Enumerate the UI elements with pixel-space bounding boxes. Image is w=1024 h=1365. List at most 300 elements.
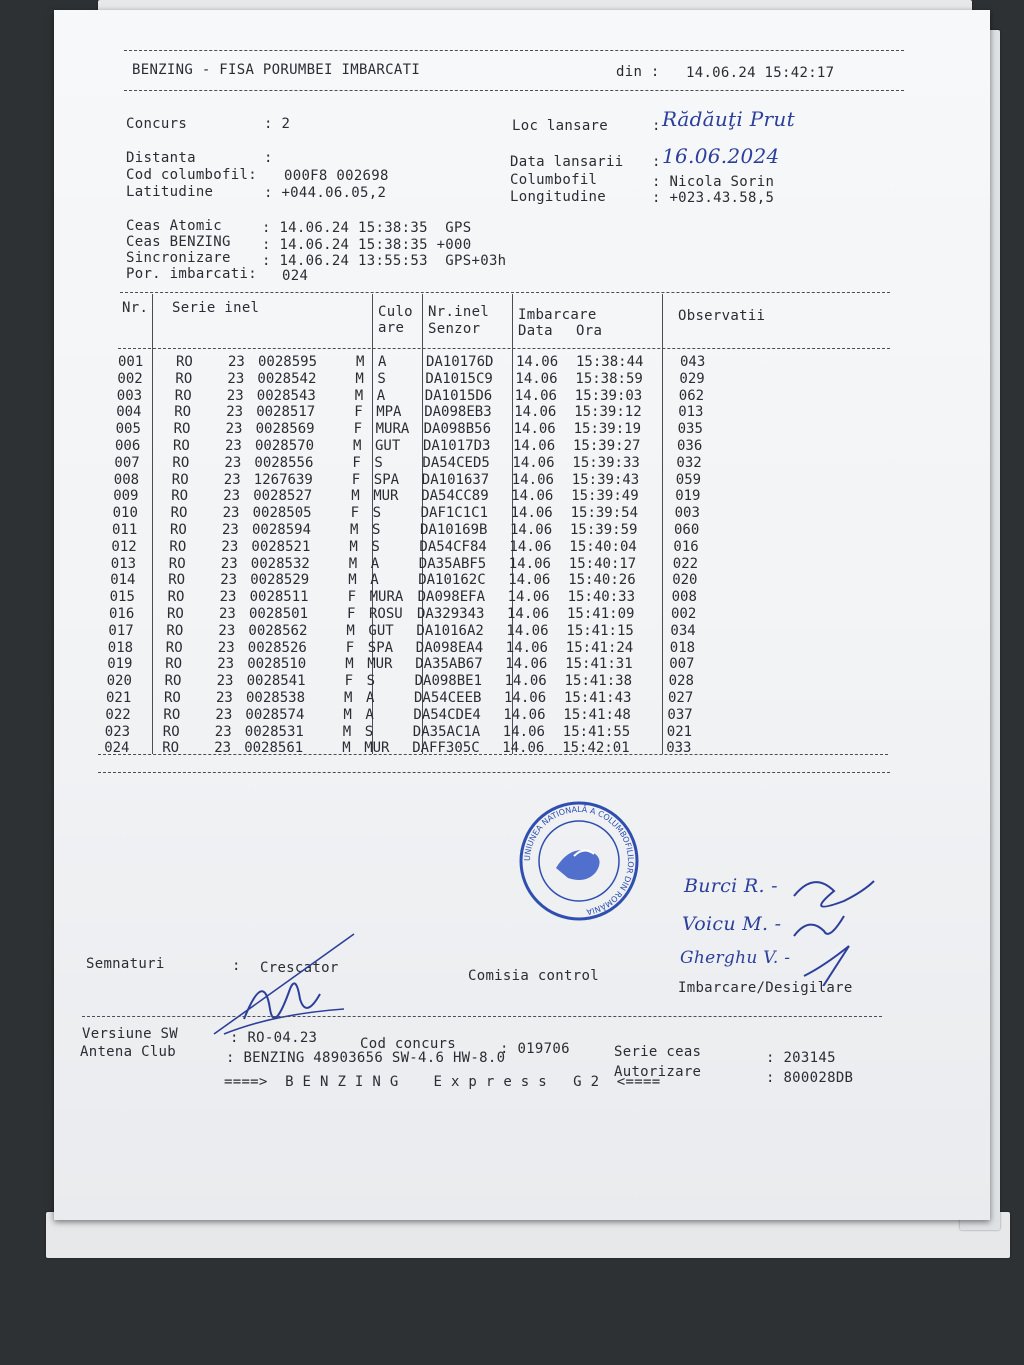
cell-inel: 0028511 [249, 589, 309, 606]
cod-concurs-value: : 019706 [500, 1041, 570, 1057]
cell-sex: M [355, 370, 364, 387]
cell-ora: 15:41:38 [564, 673, 633, 690]
hand-name-1: Burci R. - [684, 875, 778, 897]
cell-inel: 0028505 [252, 505, 312, 522]
cell-senzor: DA101637 [421, 471, 490, 488]
cell-tara: RO [171, 471, 189, 488]
benzing-brand-line: ====> B E N Z I N G E x p r e s s G 2 <==== [224, 1074, 661, 1090]
table-header-bottom-rule [118, 348, 890, 349]
cell-nr: 017 [108, 622, 134, 639]
cell-obs: 020 [672, 572, 698, 589]
cell-senzor: DA54CC89 [421, 488, 489, 505]
sincronizare-value: : 14.06.24 13:55:53 GPS+03h [262, 253, 507, 269]
cell-data: 14.06 [506, 622, 549, 639]
cell-inel: 0028527 [253, 488, 313, 505]
cell-cul: MURA [375, 421, 410, 438]
cell-sex: M [348, 555, 358, 572]
cell-inel: 0028529 [250, 572, 310, 589]
cell-obs: 022 [672, 555, 699, 572]
distanta-value: : [264, 150, 273, 166]
cell-an: 23 [217, 639, 235, 656]
cell-sex: F [345, 639, 355, 656]
hand-name-2: Voicu M. - [682, 913, 782, 935]
cell-tara: RO [166, 622, 184, 639]
cell-cul: S [372, 505, 382, 522]
cell-tara: RO [165, 639, 183, 656]
cell-nr: 014 [110, 572, 136, 589]
cell-senzor: DA098EFA [417, 589, 486, 606]
ceas-atomic-label: Ceas Atomic [126, 218, 223, 234]
col-ora-header: Ora [576, 323, 603, 339]
distanta-label: Distanta [126, 150, 196, 166]
cell-tara: RO [168, 572, 186, 589]
cell-inel: 0028532 [250, 555, 310, 572]
serie-ceas-value: : 203145 [766, 1050, 836, 1066]
cell-obs: 034 [670, 622, 696, 639]
cell-data: 14.06 [502, 740, 545, 757]
cell-cul: S [364, 723, 374, 740]
cell-senzor: DAF1C1C1 [420, 505, 489, 522]
cell-ora: 15:39:03 [574, 387, 643, 404]
cell-data: 14.06 [505, 656, 548, 673]
cell-sex: F [351, 471, 361, 488]
cell-obs: 060 [674, 522, 700, 538]
col-nr-header: Nr. [122, 300, 149, 316]
autorizare-label: Autorizare [614, 1064, 702, 1080]
cell-an: 23 [216, 690, 233, 706]
cell-sex: M [346, 622, 355, 639]
autorizare-value: : 800028DB [766, 1070, 854, 1086]
cell-inel: 0028574 [245, 706, 305, 723]
cell-cul: S [374, 454, 383, 471]
cell-nr: 001 [118, 354, 144, 370]
cell-senzor: DA1015D6 [424, 387, 493, 404]
cell-nr: 019 [107, 656, 133, 673]
cell-tara: RO [174, 387, 192, 404]
cell-obs: 037 [667, 706, 693, 723]
cell-senzor: DA35AC1A [412, 723, 481, 740]
cell-senzor: DA54CED5 [422, 454, 490, 471]
columbofil-label: Columbofil [510, 172, 598, 188]
cell-sex: M [344, 690, 353, 706]
cell-data: 14.06 [511, 488, 554, 505]
cell-inel: 0028521 [251, 538, 311, 555]
cell-nr: 020 [106, 673, 132, 690]
header-top-rule [124, 50, 904, 51]
cell-an: 23 [220, 572, 238, 589]
cell-obs: 008 [671, 589, 697, 606]
cell-an: 23 [226, 404, 244, 421]
concurs-label: Concurs [126, 116, 188, 132]
cell-ora: 15:39:43 [571, 471, 640, 488]
cell-tara: RO [172, 454, 190, 471]
cell-obs: 019 [675, 488, 701, 505]
cell-nr: 024 [104, 740, 130, 757]
cell-an: 23 [217, 656, 235, 673]
cell-cul: A [376, 387, 386, 404]
cell-nr: 009 [113, 488, 139, 505]
cell-data: 14.06 [511, 471, 554, 488]
versiune-sw-value: : RO-04.23 [230, 1030, 318, 1046]
cell-ora: 15:40:33 [567, 589, 636, 606]
cell-ora: 15:41:48 [563, 706, 631, 723]
cell-tara: RO [173, 421, 191, 438]
cell-an: 23 [222, 505, 240, 522]
cell-tara: RO [171, 488, 189, 505]
cell-senzor: DA098BE1 [414, 673, 483, 690]
cell-an: 23 [219, 606, 236, 622]
cell-an: 23 [224, 454, 242, 471]
cell-inel: 0028510 [247, 656, 307, 673]
cell-sex: F [354, 404, 363, 421]
cell-ora: 15:41:15 [566, 622, 634, 639]
cell-sex: F [344, 673, 354, 690]
cell-ora: 15:39:19 [573, 421, 642, 438]
cell-inel: 0028541 [246, 673, 306, 690]
cell-obs: 033 [666, 740, 692, 757]
cell-obs: 018 [669, 639, 696, 656]
cell-nr: 006 [115, 438, 141, 454]
ceas-benzing-value: : 14.06.24 15:38:35 +000 [262, 237, 472, 253]
col-observatii-header: Observatii [678, 308, 766, 324]
cell-nr: 007 [114, 454, 140, 471]
cell-nr: 018 [107, 639, 134, 656]
cell-obs: 007 [669, 656, 695, 673]
cell-senzor: DA54CEEB [414, 690, 482, 706]
cell-tara: RO [165, 656, 183, 673]
cell-sex: M [356, 354, 365, 370]
cell-data: 14.06 [515, 370, 558, 387]
col-divider-observatii [662, 294, 663, 754]
cell-ora: 15:41:43 [564, 690, 632, 706]
cell-sex: M [351, 488, 360, 505]
cell-ora: 15:38:59 [575, 370, 643, 387]
cell-ora: 15:40:04 [569, 538, 637, 555]
cell-obs: 059 [675, 471, 702, 488]
cell-data: 14.06 [508, 572, 551, 589]
cell-inel: 0028594 [252, 522, 312, 538]
cell-senzor: DA098EA4 [415, 639, 484, 656]
longitudine-label: Longitudine [510, 189, 607, 205]
cell-cul: S [371, 538, 380, 555]
cell-an: 23 [226, 387, 244, 404]
cell-inel: 0028517 [256, 404, 316, 421]
hand-name-3: Gherghu V. - [680, 948, 791, 968]
col-culoare-header-1: Culo [378, 304, 413, 320]
cell-obs: 062 [678, 387, 705, 404]
cell-sex: F [347, 589, 357, 606]
cell-inel: 1267639 [253, 471, 313, 488]
serie-ceas-label: Serie ceas [614, 1044, 702, 1060]
cell-inel: 0028556 [254, 454, 314, 471]
cell-cul: S [366, 673, 376, 690]
sincronizare-label: Sincronizare [126, 250, 231, 266]
cell-ora: 15:39:59 [570, 522, 638, 538]
cell-an: 23 [220, 555, 238, 572]
data-lansarii-label: Data lansarii [510, 154, 624, 170]
cell-nr: 003 [116, 387, 143, 404]
antena-club-value: : BENZING 48903656 SW-4.6 HW-8.0 [226, 1050, 506, 1066]
cell-data: 14.06 [502, 723, 545, 740]
document-page [54, 10, 990, 1220]
cod-columbofil-label: Cod columbofil: [126, 167, 257, 183]
cell-inel: 0028538 [246, 690, 306, 706]
cell-cul: SPA [373, 471, 400, 488]
loc-lansare-value: Rădăuţi Prut [662, 107, 795, 131]
cell-senzor: DA098EB3 [424, 404, 492, 421]
cell-ora: 15:42:01 [562, 740, 630, 757]
cell-cul: S [372, 522, 381, 538]
cell-nr: 005 [115, 421, 141, 438]
cell-inel: 0028501 [249, 606, 309, 622]
cell-nr: 013 [110, 555, 137, 572]
cell-obs: 016 [673, 538, 699, 555]
cell-tara: RO [162, 740, 180, 757]
col-imbarcare-header: Imbarcare [518, 307, 597, 323]
col-nrinel-header-1: Nr.inel [428, 304, 490, 320]
concurs-value: : 2 [264, 116, 291, 132]
cell-ora: 15:39:27 [573, 438, 641, 454]
cell-tara: RO [169, 538, 187, 555]
cell-data: 14.06 [504, 673, 547, 690]
cell-inel: 0028542 [257, 370, 317, 387]
cell-nr: 002 [117, 370, 143, 387]
cell-an: 23 [223, 488, 241, 505]
cell-obs: 027 [668, 690, 694, 706]
cell-data: 14.06 [514, 404, 557, 421]
cell-an: 23 [214, 723, 232, 740]
cell-tara: RO [176, 354, 193, 370]
cell-tara: RO [164, 673, 182, 690]
cell-nr: 004 [116, 404, 142, 421]
cell-sex: M [349, 538, 358, 555]
header-bottom-rule [124, 90, 904, 91]
cell-data: 14.06 [516, 354, 559, 370]
cell-an: 23 [214, 740, 232, 757]
header-din-value: 14.06.24 15:42:17 [686, 65, 835, 81]
cell-tara: RO [170, 505, 188, 522]
cell-nr: 008 [113, 471, 140, 488]
comisia-control-label: Comisia control [468, 968, 599, 984]
col-data-header: Data [518, 323, 553, 339]
cell-cul: SPA [367, 639, 394, 656]
cell-an: 23 [222, 522, 239, 538]
cell-obs: 035 [677, 421, 703, 438]
cell-data: 14.06 [508, 555, 551, 572]
cell-cul: A [370, 572, 379, 589]
cell-cul: MUR [364, 740, 390, 757]
cell-obs: 029 [679, 370, 705, 387]
cell-cul: MUR [367, 656, 393, 673]
header-title: BENZING - FISA PORUMBEI IMBARCATI [132, 62, 421, 78]
cell-cul: GUT [375, 438, 401, 454]
cell-sex: M [343, 706, 352, 723]
cell-inel: 0028562 [248, 622, 308, 639]
cell-senzor: DA1017D3 [423, 438, 491, 454]
cell-senzor: DA54CF84 [419, 538, 487, 555]
cell-sex: F [350, 505, 360, 522]
table-bottom-rule [98, 754, 888, 755]
por-imbarcati-value: 024 [282, 268, 309, 284]
cell-inel: 0028569 [255, 421, 315, 438]
cell-senzor: DA35ABF5 [418, 555, 487, 572]
cell-nr: 021 [106, 690, 132, 706]
cell-data: 14.06 [513, 421, 556, 438]
cell-cul: A [378, 354, 387, 370]
cell-tara: RO [175, 370, 193, 387]
cell-inel: 0028595 [258, 354, 318, 370]
cell-data: 14.06 [510, 505, 553, 522]
loc-lansare-colon: : [652, 118, 661, 134]
cell-data: 14.06 [505, 639, 548, 656]
cod-concurs-label: Cod concurs [360, 1036, 457, 1052]
cell-cul: S [377, 370, 386, 387]
cell-nr: 015 [109, 589, 135, 606]
cell-obs: 043 [680, 354, 706, 370]
cell-tara: RO [167, 589, 185, 606]
cell-senzor: DA10169B [420, 522, 488, 538]
cell-sex: M [350, 522, 359, 538]
cell-obs: 036 [677, 438, 703, 454]
longitudine-value: : +023.43.58,5 [652, 190, 775, 206]
cell-data: 14.06 [512, 454, 555, 471]
cell-tara: RO [163, 706, 181, 723]
cell-sex: F [353, 421, 363, 438]
cell-an: 23 [215, 706, 233, 723]
cell-ora: 15:40:17 [568, 555, 637, 572]
imbarcare-desigilare-label: Imbarcare/Desigilare [678, 980, 853, 996]
cell-cul: MPA [376, 404, 402, 421]
cell-obs: 032 [676, 454, 702, 471]
cell-nr: 011 [112, 522, 138, 538]
cell-an: 23 [223, 471, 241, 488]
cell-sex: M [353, 438, 362, 454]
cell-cul: ROSU [369, 606, 403, 622]
latitudine-label: Latitudine [126, 184, 214, 200]
cell-data: 14.06 [513, 438, 556, 454]
antena-club-label: Antena Club [80, 1044, 177, 1060]
cell-data: 14.06 [514, 387, 557, 404]
cell-sex: M [348, 572, 357, 589]
cell-obs: 003 [674, 505, 700, 522]
cell-inel: 0028543 [256, 387, 316, 404]
cell-nr: 010 [112, 505, 138, 522]
cell-inel: 0028570 [255, 438, 315, 454]
cell-nr: 022 [105, 706, 131, 723]
ceas-benzing-label: Ceas BENZING [126, 234, 231, 250]
cell-obs: 002 [671, 606, 697, 622]
cell-cul: A [365, 706, 374, 723]
breeder-signature [204, 924, 394, 1044]
latitudine-value: : +044.06.05,2 [264, 185, 387, 201]
cell-senzor: DA098B56 [423, 421, 492, 438]
cell-ora: 15:41:24 [565, 639, 634, 656]
cell-data: 14.06 [510, 522, 553, 538]
cell-cul: A [366, 690, 375, 706]
cell-an: 23 [228, 354, 245, 370]
club-stamp-seal [516, 798, 642, 924]
cell-obs: 028 [668, 673, 694, 690]
cell-tara: RO [170, 522, 187, 538]
cell-ora: 15:39:33 [572, 454, 640, 471]
cell-ora: 15:41:09 [567, 606, 635, 622]
cell-tara: RO [173, 438, 190, 454]
table-top-rule [120, 292, 890, 293]
cell-tara: RO [167, 606, 184, 622]
col-serie-header: Serie inel [172, 300, 260, 316]
cell-inel: 0028531 [244, 723, 304, 740]
cell-tara: RO [162, 723, 180, 740]
cell-an: 23 [225, 438, 242, 454]
cell-ora: 15:39:54 [570, 505, 639, 522]
cell-an: 23 [227, 370, 245, 387]
cell-sex: M [354, 387, 364, 404]
cell-data: 14.06 [507, 606, 550, 622]
commission-signatures [774, 866, 884, 986]
cell-nr: 016 [109, 606, 135, 622]
table-bottom-rule-2 [98, 772, 890, 773]
cell-data: 14.06 [503, 706, 546, 723]
cell-sex: M [342, 740, 351, 757]
cell-senzor: DA54CDE4 [413, 706, 481, 723]
data-lansarii-colon: : [652, 154, 661, 170]
loc-lansare-label: Loc lansare [512, 118, 609, 134]
footer-top-rule [82, 1016, 882, 1017]
cell-an: 23 [216, 673, 234, 690]
col-nrinel-header-2: Senzor [428, 321, 481, 337]
cell-ora: 15:40:26 [568, 572, 636, 589]
cell-inel: 0028561 [244, 740, 304, 757]
col-culoare-header-2: are [378, 320, 405, 336]
cell-data: 14.06 [509, 538, 552, 555]
cell-inel: 0028526 [247, 639, 307, 656]
cell-obs: 021 [666, 723, 693, 740]
cell-data: 14.06 [504, 690, 547, 706]
semnaturi-colon: : [232, 958, 241, 974]
cell-senzor: DA10162C [418, 572, 486, 589]
cell-tara: RO [168, 555, 186, 572]
cell-sex: M [345, 656, 354, 673]
cell-an: 23 [218, 622, 236, 639]
ceas-atomic-value: : 14.06.24 15:38:35 GPS [262, 220, 472, 236]
cod-columbofil-value: 000F8 002698 [284, 168, 389, 184]
cell-tara: RO [174, 404, 192, 421]
cell-data: 14.06 [507, 589, 550, 606]
data-lansarii-value: 16.06.2024 [662, 144, 780, 168]
cell-cul: A [370, 555, 380, 572]
cell-senzor: DA10176D [426, 354, 494, 370]
columbofil-value: : Nicola Sorin [652, 174, 775, 190]
crescator-label: Crescator [260, 960, 339, 976]
cell-tara: RO [164, 690, 181, 706]
cell-nr: 023 [104, 723, 131, 740]
cell-sex: F [347, 606, 356, 622]
header-din-label: din : [616, 64, 660, 80]
por-imbarcati-label: Por. imbarcati: [126, 266, 257, 282]
cell-ora: 15:38:44 [576, 354, 644, 370]
cell-senzor: DAFF305C [412, 740, 480, 757]
cell-nr: 012 [111, 538, 137, 555]
col-divider-nr [152, 294, 153, 754]
stamp-text: UNIUNEA NATIONALĂ A COLUMBOFILILOR DIN ROMÂNIA [522, 804, 636, 917]
cell-ora: 15:39:12 [574, 404, 642, 421]
cell-cul: MURA [369, 589, 404, 606]
cell-sex: M [342, 723, 352, 740]
semnaturi-label: Semnaturi [86, 956, 165, 972]
cell-an: 23 [221, 538, 239, 555]
cell-ora: 15:41:31 [565, 656, 633, 673]
cell-ora: 15:41:55 [562, 723, 631, 740]
